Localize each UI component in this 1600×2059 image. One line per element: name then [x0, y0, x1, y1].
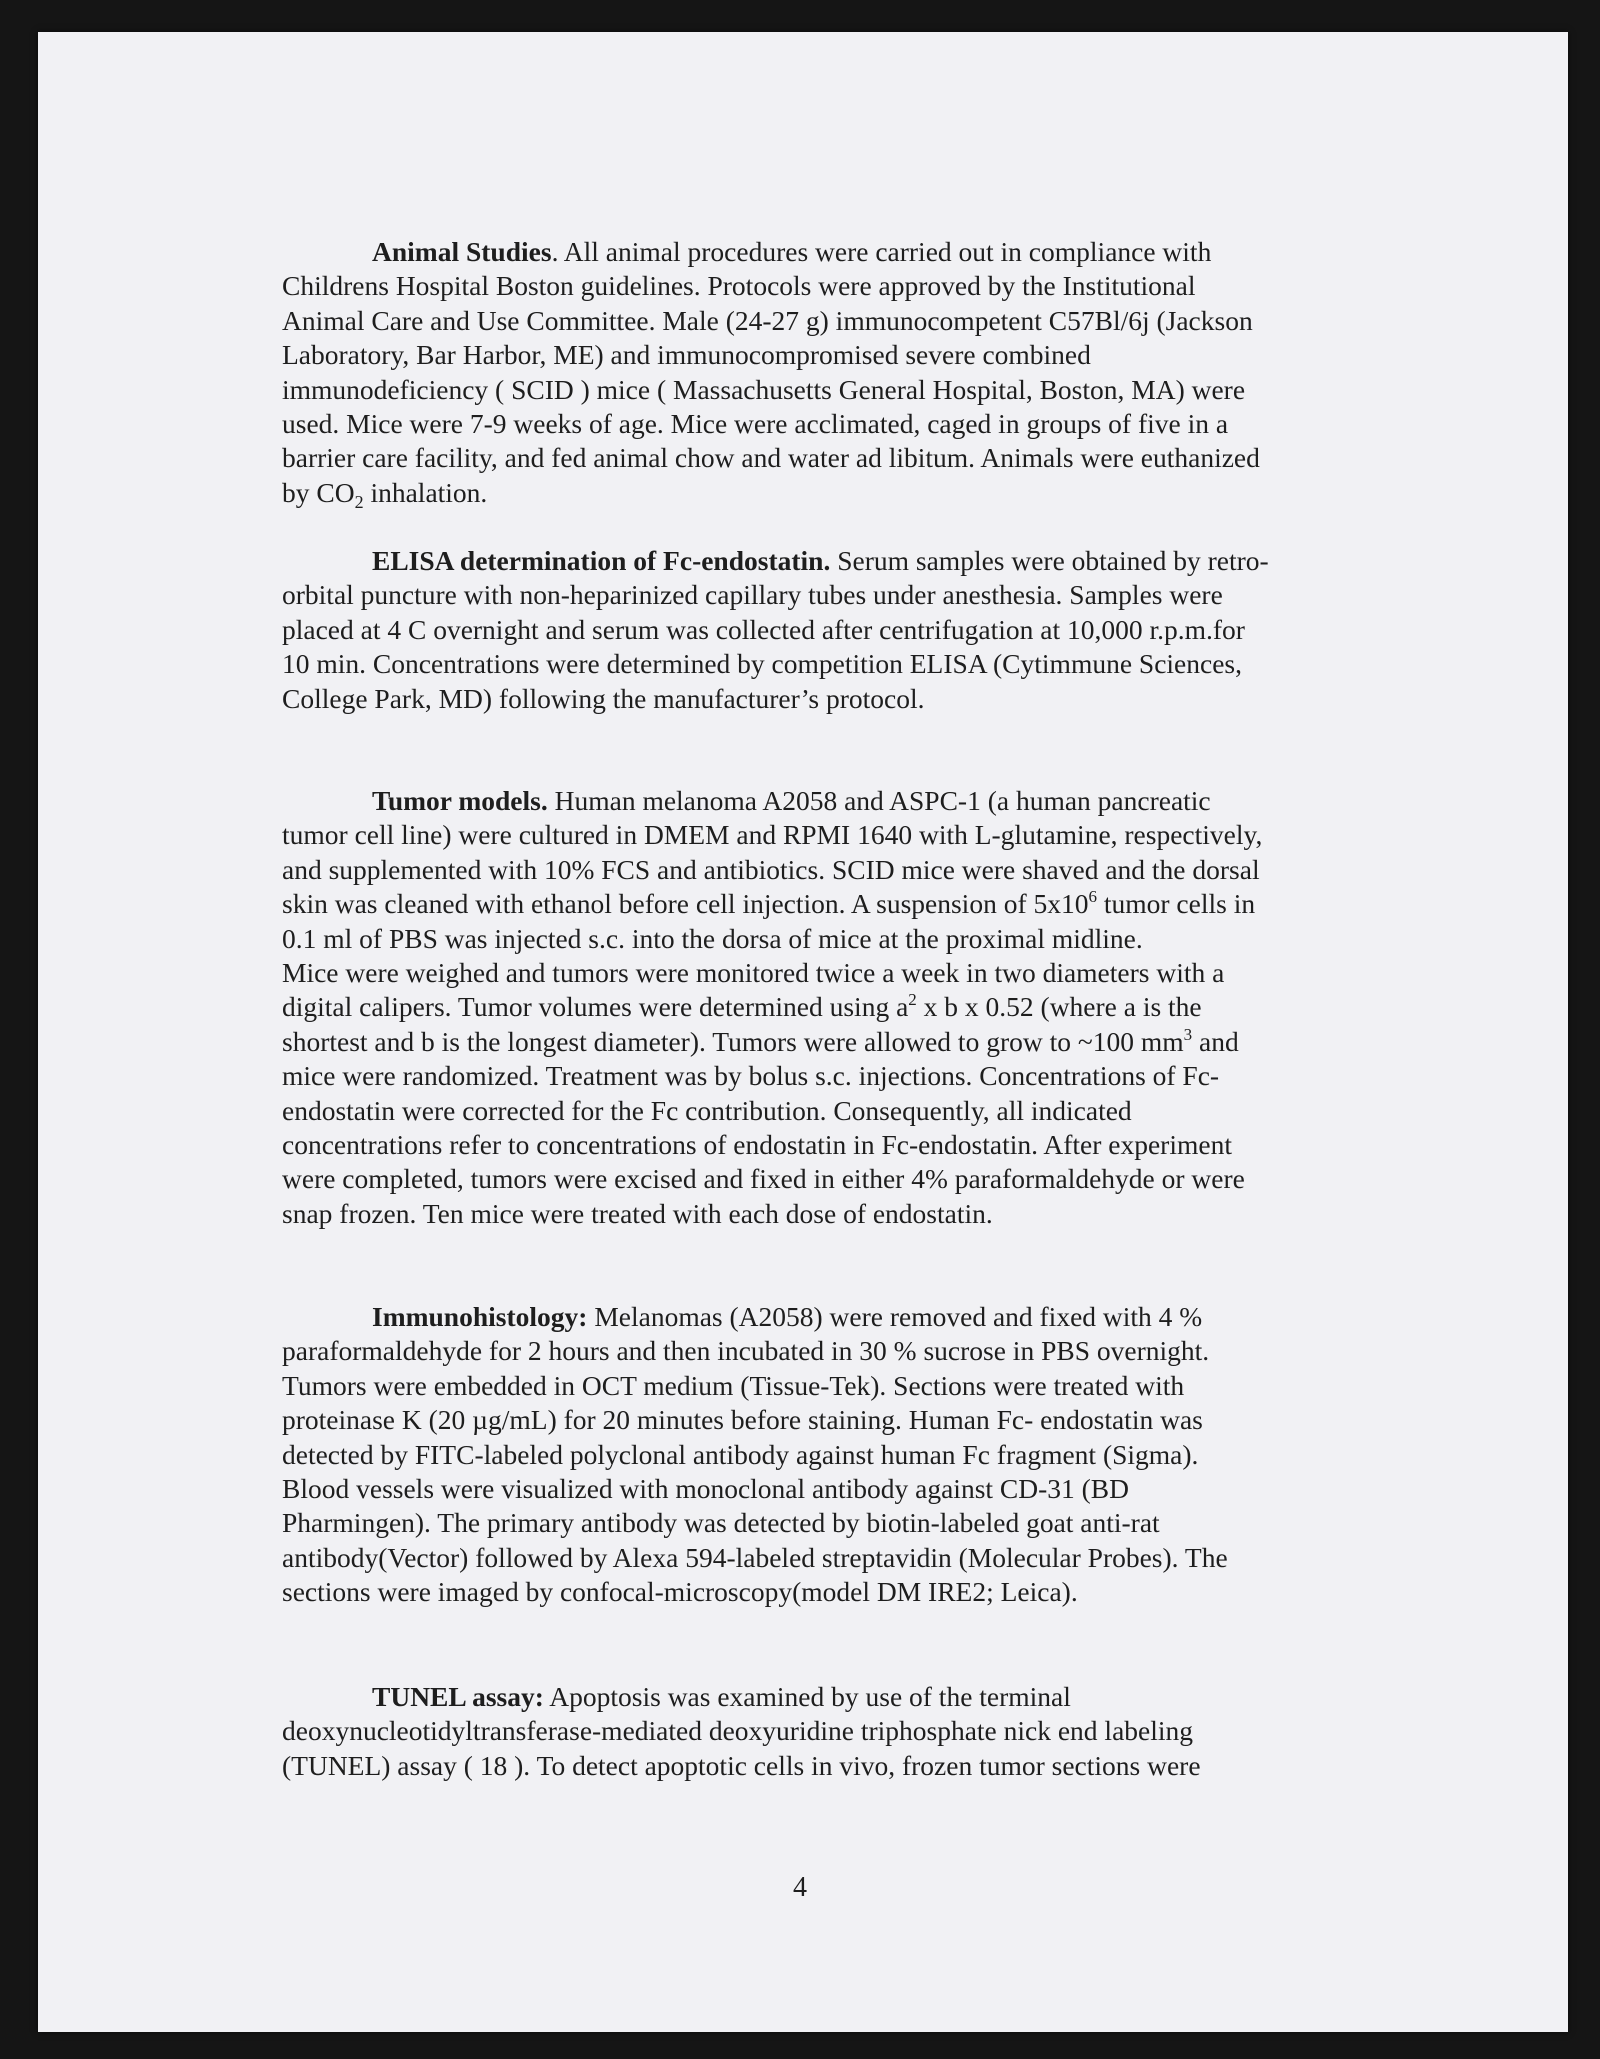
- paragraph-line: orbital puncture with non-heparinized capillary tubes under anesthesia. Samples were: [282, 579, 1223, 611]
- paragraph-line: Animal Care and Use Committee. Male (24-27 g) immunocompetent C57Bl/6j (Jackson: [282, 304, 1253, 336]
- paragraph-line: detected by FITC-labeled polyclonal antibody against human Fc fragment (Sigma).: [282, 1438, 1199, 1470]
- paragraph-line: Immunohistology: Melanomas (A2058) were removed and fixed with 4 %: [372, 1301, 1203, 1332]
- superscript: 6: [1088, 887, 1097, 907]
- paragraph-line: Pharmingen). The primary antibody was detected by biotin-labeled goat anti-rat: [282, 1507, 1160, 1539]
- paragraph-line: endostatin were corrected for the Fc contribution. Consequently, all indicated: [282, 1094, 1132, 1126]
- paragraph-line: skin was cleaned with ethanol before cell injection. A suspension of $5x10^6$ tumor cells in: [282, 887, 1256, 920]
- paragraph-line: paraformaldehyde for 2 hours and then incubated in 30 % sucrose in PBS overnight.: [282, 1335, 1210, 1367]
- superscript: 2: [908, 990, 917, 1010]
- paragraph-line: proteinase K (20 µg/mL) for 20 minutes before staining. Human Fc- endostatin was: [282, 1404, 1203, 1436]
- paragraph-line: barrier care facility, and fed animal chow and water ad libitum. Animals were euthanized: [282, 442, 1260, 474]
- paragraph-line: digital calipers. Tumor volumes were determined using $a^2$ x b x 0.52 (where a is the: [282, 990, 1202, 1023]
- paragraph-line: deoxynucleotidyltransferase-mediated deoxyuridine triphosphate nick end labeling: [282, 1715, 1194, 1747]
- section-elisa: [282, 544, 1372, 716]
- paragraph-line: used. Mice were 7-9 weeks of age. Mice were acclimated, caged in groups of five in a: [282, 408, 1229, 440]
- paragraph-line: Tumors were embedded in OCT medium (Tissue-Tek). Sections were treated with: [282, 1369, 1185, 1401]
- paragraph-line: Blood vessels were visualized with monoclonal antibody against CD-31 (BD: [282, 1473, 1130, 1505]
- paragraph-line: Animal Studies. All animal procedures were carried out in compliance with: [372, 236, 1212, 267]
- superscript: 3: [1183, 1024, 1193, 1044]
- paragraph-line: sections were imaged by confocal-microscopy(model DM IRE2; Leica).: [282, 1576, 1078, 1608]
- paragraph-line: Childrens Hospital Boston guidelines. Protocols were approved by the Institutional: [282, 270, 1196, 302]
- paragraph-line: shortest and b is the longest diameter). Tumors were allowed to grow to ~100 $mm^3$ and: [282, 1024, 1239, 1057]
- section-heading: Immunohistology:: [372, 1301, 588, 1332]
- section-tumor-models: [282, 784, 1372, 1231]
- paragraph-line: immunodeficiency ( SCID ) mice ( Massachusetts General Hospital, Boston, MA) were: [282, 373, 1246, 405]
- section-heading: Animal Studies: [372, 236, 552, 267]
- paragraph-line: by $CO_2$ inhalation.: [282, 476, 488, 512]
- paragraph-line: were completed, tumors were excised and fixed in either 4% paraformaldehyde or were: [282, 1163, 1245, 1195]
- paragraph-line: snap frozen. Ten mice were treated with each dose of endostatin.: [282, 1197, 993, 1229]
- paragraph-line: Tumor models. Human melanoma A2058 and ASPC-1 (a human pancreatic: [372, 785, 1211, 816]
- paragraph-line: mice were randomized. Treatment was by bolus s.c. injections. Concentrations of Fc-: [282, 1060, 1220, 1092]
- page-number: 4: [793, 1872, 807, 1903]
- paragraph-line: College Park, MD) following the manufacturer’s protocol.: [282, 682, 925, 714]
- section-heading: TUNEL assay:: [372, 1681, 544, 1712]
- paragraph-line: concentrations refer to concentrations of endostatin in Fc-endostatin. After experiment: [282, 1129, 1232, 1161]
- paragraph-line: TUNEL assay: Apoptosis was examined by use of the terminal: [372, 1681, 1071, 1712]
- paragraph-line: Mice were weighed and tumors were monitored twice a week in two diameters with a: [282, 957, 1225, 989]
- paragraph-line: and supplemented with 10% FCS and antibiotics. SCID mice were shaved and the dorsal: [282, 853, 1260, 885]
- paragraph-line: Laboratory, Bar Harbor, ME) and immunocompromised severe combined: [282, 339, 1091, 371]
- paragraph-line: 10 min. Concentrations were determined by competition ELISA (Cytimmune Sciences,: [282, 648, 1243, 680]
- section-heading: ELISA determination of Fc-endostatin.: [372, 545, 831, 576]
- paragraph-line: 0.1 ml of PBS was injected s.c. into the dorsa of mice at the proximal midline.: [282, 922, 1143, 954]
- paragraph-line: (TUNEL) assay ( 18 ). To detect apoptotic cells in vivo, frozen tumor sections were: [282, 1749, 1201, 1781]
- paragraph-line: tumor cell line) were cultured in DMEM and RPMI 1640 with L-glutamine, respectively,: [282, 819, 1263, 851]
- paragraph-line: ELISA determination of Fc-endostatin. Serum samples were obtained by retro-: [372, 545, 1269, 576]
- section-immunohistology: [282, 1300, 1372, 1610]
- section-animal-studies: [282, 235, 1372, 510]
- section-heading: Tumor models.: [372, 785, 548, 816]
- paragraph-line: antibody(Vector) followed by Alexa 594-labeled streptavidin (Molecular Probes). The: [282, 1541, 1228, 1573]
- paragraph-line: placed at 4 C overnight and serum was collected after centrifugation at 10,000 r.p.m.for: [282, 613, 1245, 645]
- subscript: 2: [354, 491, 364, 512]
- section-tunel-assay: [282, 1680, 1372, 1783]
